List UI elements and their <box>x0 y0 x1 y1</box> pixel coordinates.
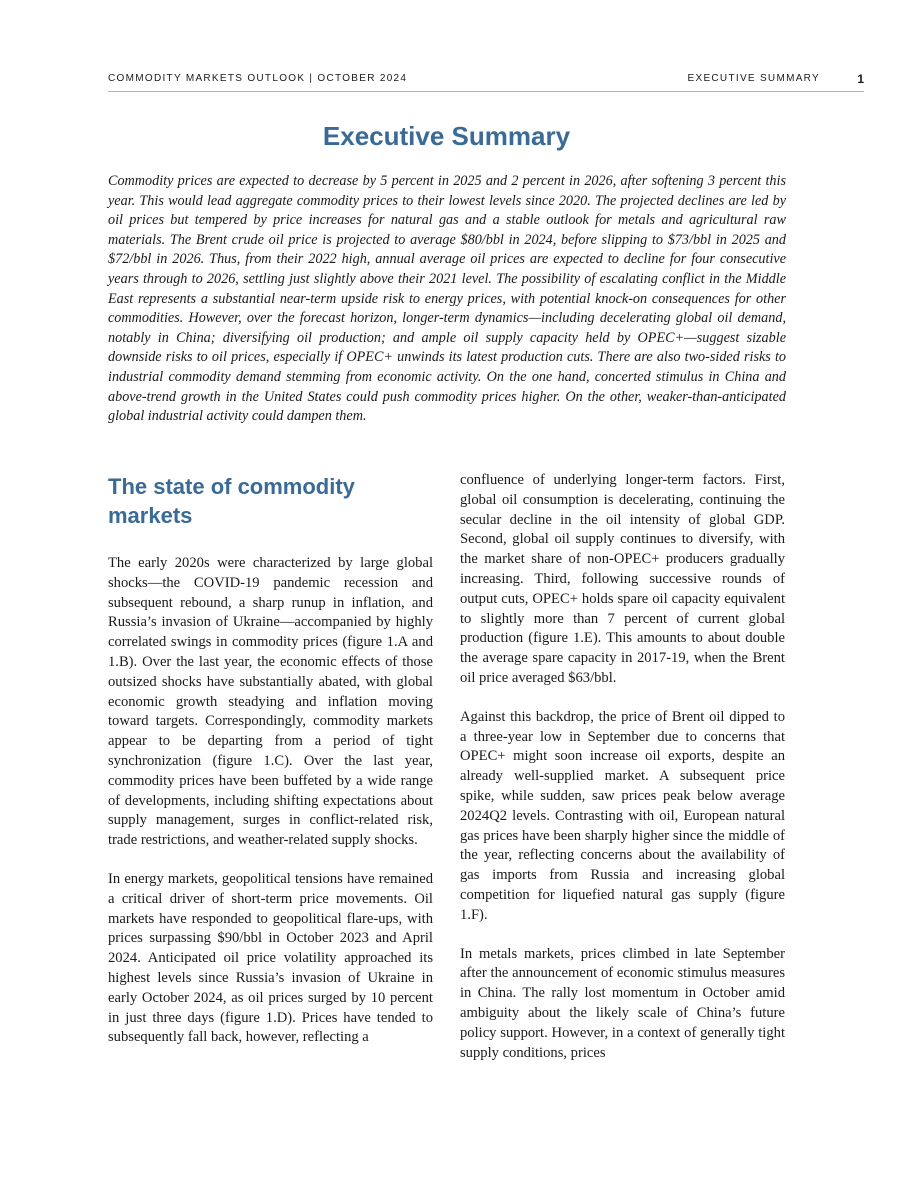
paragraph-energy-markets-part1: In energy markets, geopolitical tensions have remained a critical driver of short-term price movements. Oil markets have responded to geopolitical flare-ups, with prices surpassing $90/bbl in October 2023 and April 2024. Anticipated oil price volatility approached its highest levels since Russia’s invasion of Ukraine in early October 2024, as oil prices surged by 10 percent in just three days (figure 1.D). Prices have tended to subsequently fall back, however, reflecting a <box>108 870 433 1046</box>
section-heading: The state of commodity markets <box>108 474 355 528</box>
paragraph-early-2020s: The early 2020s were characterized by large global shocks—the COVID-19 pandemic recession and subsequent rebound, a sharp runup in inflation, and Russia’s invasion of Ukraine—accompanied by highly correlated swings in commodity prices (figure 1.A and 1.B). Over the last year, the economic effects of those outsized shocks have substantially abated, with global economic growth steadying and inflation moving toward targets. Correspondingly, commodity markets appear to be departing from a period of tight synchronization (figure 1.C). Over the last year, commodity prices have been buffeted by a wide range of developments, including shifting expectations about supply management, surges in conflict-related risk, trade restrictions, and weather-related supply shocks. <box>108 555 433 849</box>
right-column <box>460 471 785 1063</box>
page-number: 1 <box>857 72 864 86</box>
paragraph-metals-markets: In metals markets, prices climbed in late September after the announcement of economic stimulus measures in China. The rally lost momentum in October amid ambiguity about the likely scale of China’s future policy support. However, in a context of generally tight supply conditions, prices <box>460 945 785 1061</box>
paragraph-energy-markets-part2: confluence of underlying longer-term factors. First, global oil consumption is decelerating, continuing the secular decline in the oil intensity of global GDP. Second, global oil supply continues to diversify, with the market share of non-OPEC+ producers gradually increasing. Third, following successive rounds of output cuts, OPEC+ holds spare oil capacity equivalent to slightly more than 7 percent of current global production (figure 1.E). This amounts to about double the average spare capacity in 2017-19, when the Brent oil price averaged $63/bbl. <box>460 472 785 686</box>
executive-summary-intro: Commodity prices are expected to decrease by 5 percent in 2025 and 2 percent in 2026, after softening 3 percent this year. This would lead aggregate commodity prices to their lowest levels since 2020. The projected declines are led by oil prices but tempered by price increases for natural gas and a stable outlook for metals and agricultural raw materials. The Brent crude oil price is projected to average $80/bbl in 2024, before slipping to $73/bbl in 2025 and $72/bbl in 2026. Thus, from their 2022 high, annual average oil prices are expected to decline for four consecutive years through to 2026, settling just slightly above their 2021 level. The possibility of escalating conflict in the Middle East represents a substantial near-term upside risk to energy prices, with potential knock-on consequences for other commodities. However, over the forecast horizon, longer-term dynamics—including decelerating global oil demand, notably in China; diversifying oil production; and ample oil supply capacity held by OPEC+—suggest sizable downside risks to oil prices, especially if OPEC+ unwinds its latest production cuts. There are also two-sided risks to industrial commodity demand stemming from economic activity. On the one hand, concerted stimulus in China and above-trend growth in the United States could push commodity prices higher. On the other, weaker-than-anticipated global industrial activity could dampen them. <box>108 173 786 425</box>
section-label: EXECUTIVE SUMMARY <box>687 73 820 84</box>
page-title: Executive Summary <box>322 121 571 151</box>
publication-title: COMMODITY MARKETS OUTLOOK | OCTOBER 2024 <box>108 73 408 84</box>
running-header <box>108 72 864 92</box>
paragraph-brent-backdrop: Against this backdrop, the price of Brent oil dipped to a three-year low in September due to concerns that OPEC+ might soon increase oil exports, despite an already well-supplied market. A subsequent price spike, while sudden, saw prices peak below average 2024Q2 levels. Contrasting with oil, European natural gas prices have been sharply higher since the middle of the year, reflecting concerns about the availability of gas imports from Russia and increasing global competition for liquefied natural gas supply (figure 1.F). <box>460 708 785 923</box>
left-column <box>108 472 433 1048</box>
